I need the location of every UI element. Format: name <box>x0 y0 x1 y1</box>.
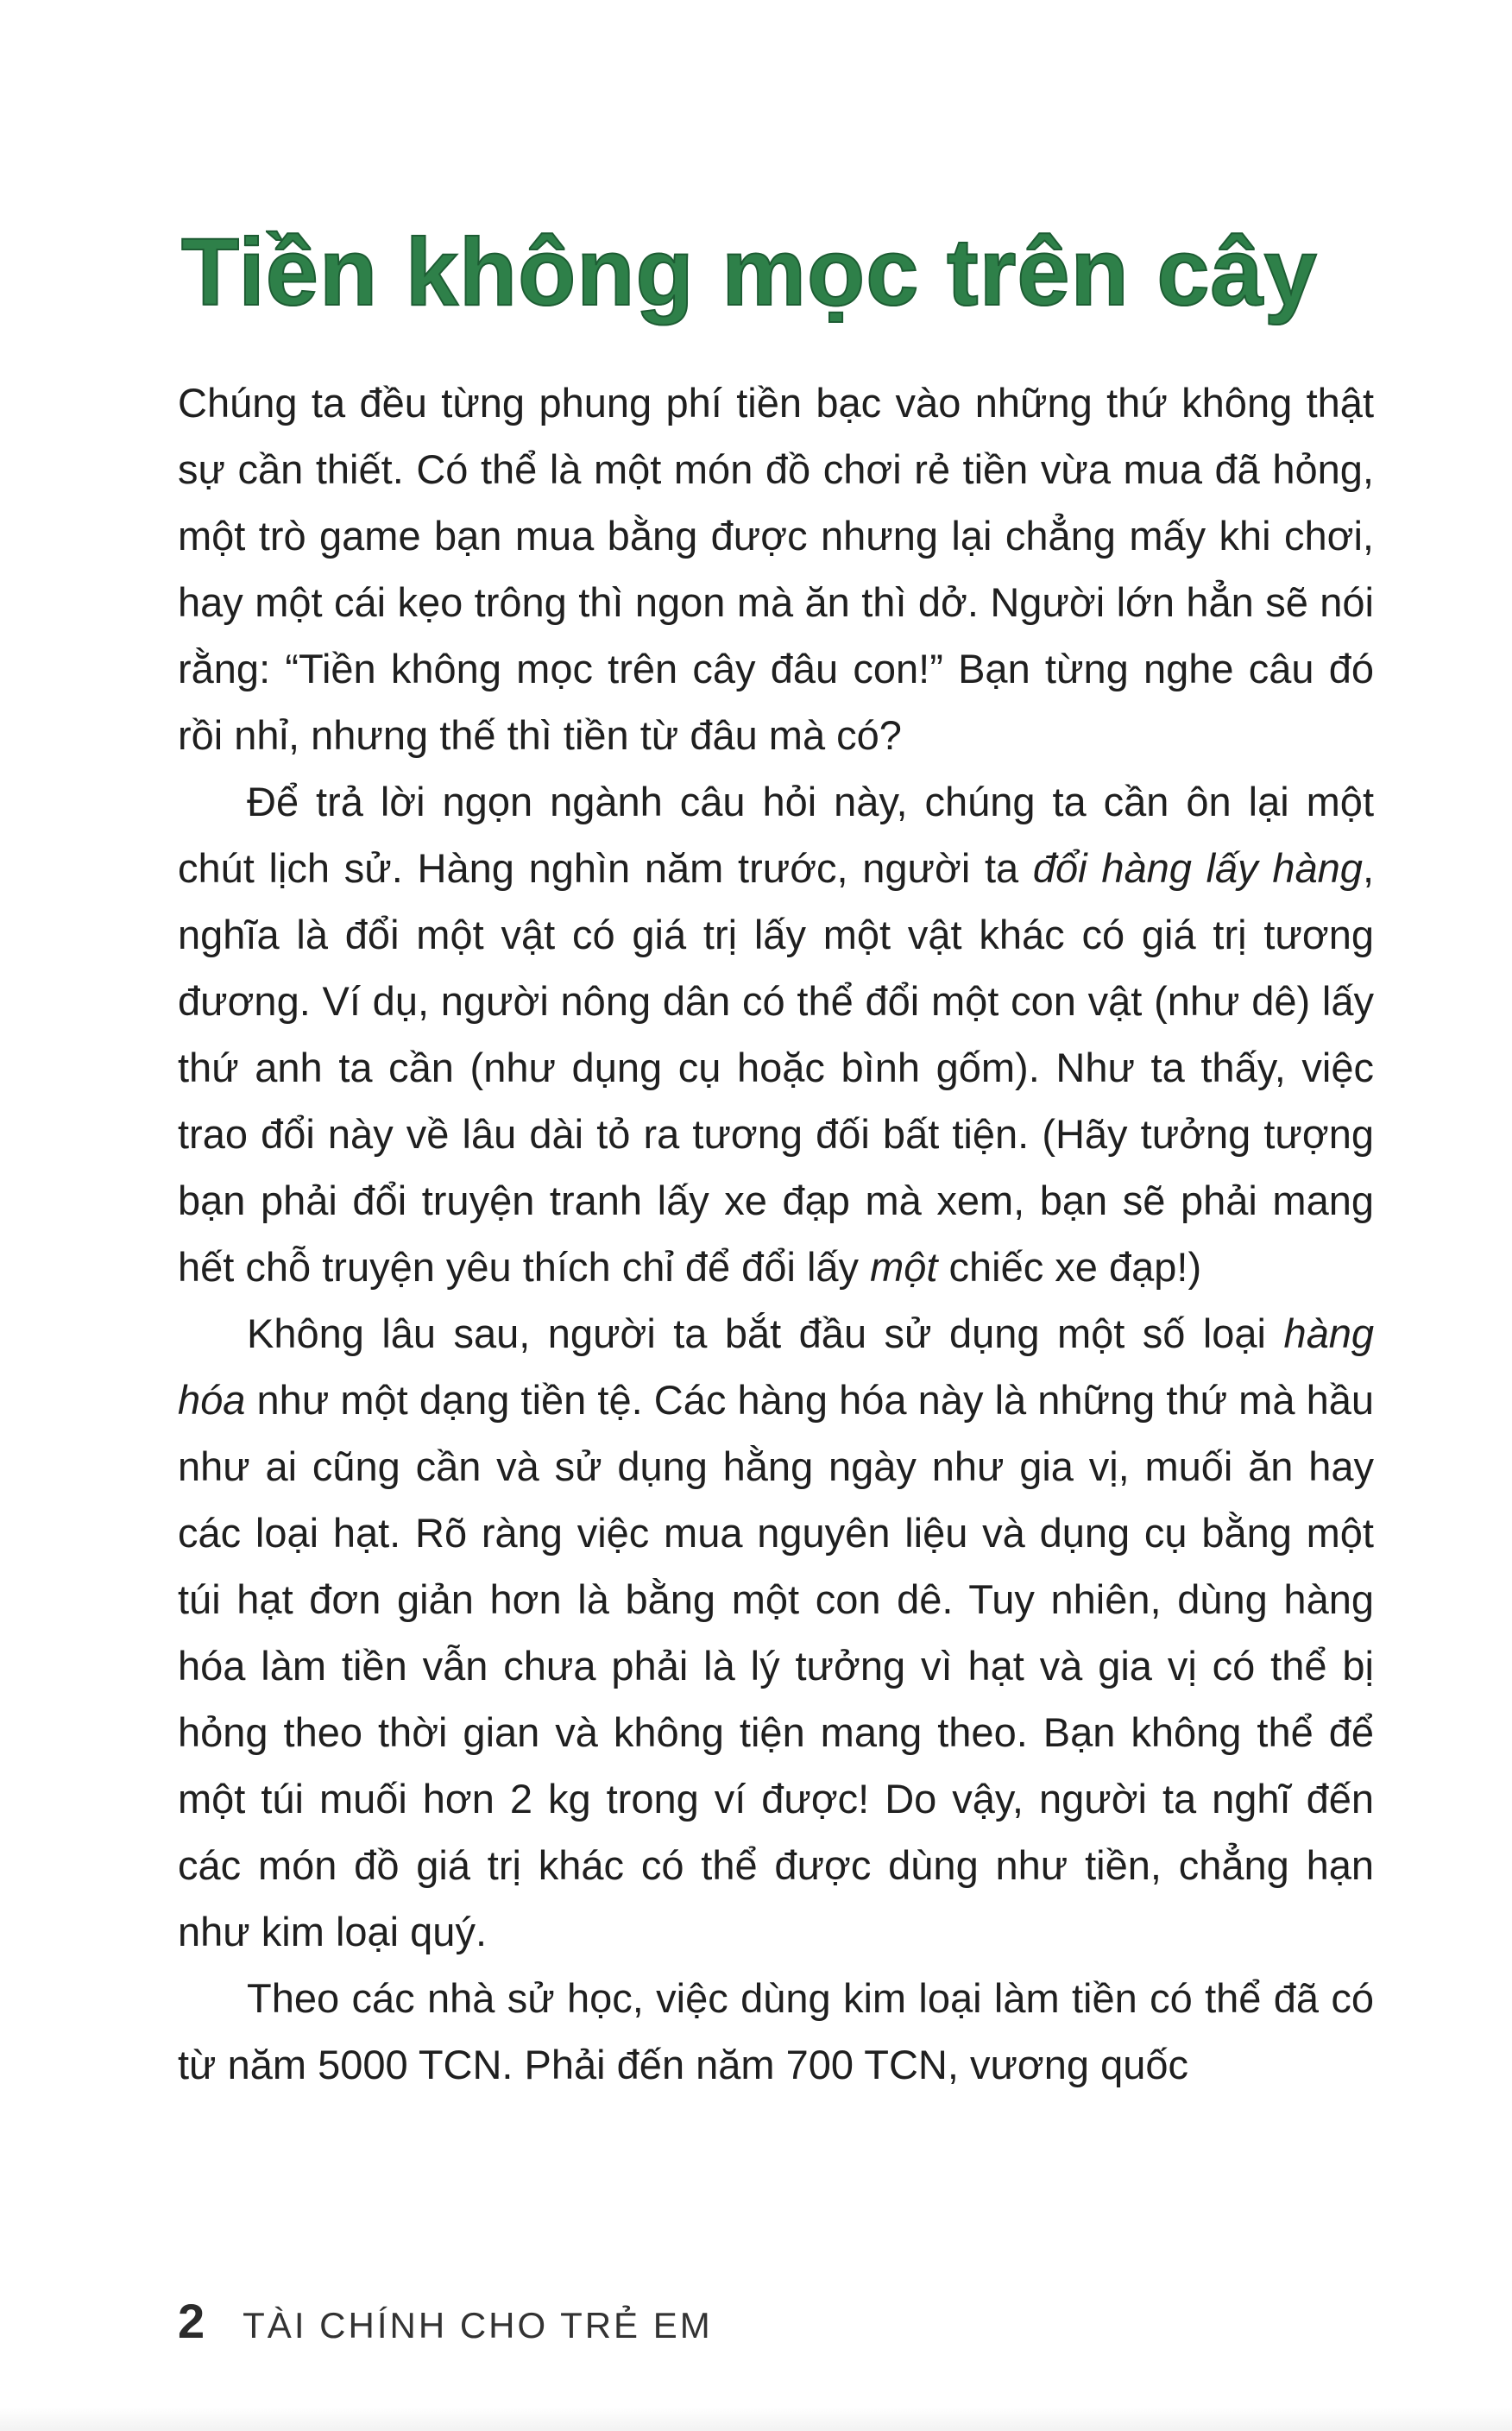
paragraph <box>178 369 1374 768</box>
text-segment: như một dạng tiền tệ. Các hàng hóa này là những thứ mà hầu như ai cũng cần và sử dụng hằng ngày như gia vị, muối ăn hay các loại hạt. Rõ ràng việc mua nguyên liệu và dụng cụ bằng một túi hạt đơn giản hơn là bằng một con dê. Tuy nhiên, dùng hàng hóa làm tiền vẫn chưa phải là lý tưởng vì hạt và gia vị có thể bị hỏng theo thời gian và không tiện mang theo. Bạn không thể để một túi muối hơn 2 kg trong ví được! Do vậy, người ta nghĩ đến các món đồ giá trị khác có thể được dùng như tiền, chẳng hạn như kim loại quý. <box>178 1377 1374 1954</box>
text-segment: Để trả lời ngọn ngành câu hỏi này, chúng ta cần ôn lại một chút lịch sử. Hàng nghìn năm trước, người ta <box>178 779 1374 891</box>
text-segment: Chúng ta đều từng phung phí tiền bạc vào những thứ không thật sự cần thiết. Có thể là một món đồ chơi rẻ tiền vừa mua đã hỏng, một trò game bạn mua bằng được nhưng lại chẳng mấy khi chơi, hay một cái kẹo trông thì ngon mà ăn thì dở. Người lớn hẳn sẽ nói rằng: “Tiền không mọc trên cây đâu con!” Bạn từng nghe câu đó rồi nhỉ, nhưng thế thì tiền từ đâu mà có? <box>178 380 1374 758</box>
text-segment: Theo các nhà sử học, việc dùng kim loại làm tiền có thể đã có từ năm 5000 TCN. Phải đến năm 700 TCN, vương quốc <box>178 1975 1374 2087</box>
text-segment: chiếc xe đạp!) <box>937 1244 1202 1290</box>
text-segment: , nghĩa là đổi một vật có giá trị lấy một vật khác có giá trị tương đương. Ví dụ, người nông dân có thể đổi một con vật (như dê) lấy thứ anh ta cần (như dụng cụ hoặc bình gốm). Như ta thấy, việc trao đổi này về lâu dài tỏ ra tương đối bất tiện. (Hãy tưởng tượng bạn phải đổi truyện tranh lấy xe đạp mà xem, bạn sẽ phải mang hết chỗ truyện yêu thích chỉ để đổi lấy <box>178 845 1375 1290</box>
emphasized-text: hàng hóa <box>178 1310 1374 1423</box>
paragraph <box>178 768 1374 1300</box>
paragraph <box>178 1965 1374 2098</box>
emphasized-text: một <box>870 1244 938 1290</box>
page-number: 2 <box>178 2294 205 2348</box>
paragraph <box>178 1300 1374 1965</box>
page-title: Tiền không mọc trên cây <box>181 219 1318 325</box>
text-segment: Không lâu sau, người ta bắt đầu sử dụng một số loại <box>247 1310 1284 1356</box>
scan-edge-shading <box>0 2407 1512 2431</box>
body-paragraphs <box>178 369 1374 2098</box>
emphasized-text: đổi hàng lấy hàng <box>1032 845 1363 891</box>
page-footer <box>178 2293 713 2349</box>
running-title: TÀI CHÍNH CHO TRẺ EM <box>243 2305 713 2346</box>
